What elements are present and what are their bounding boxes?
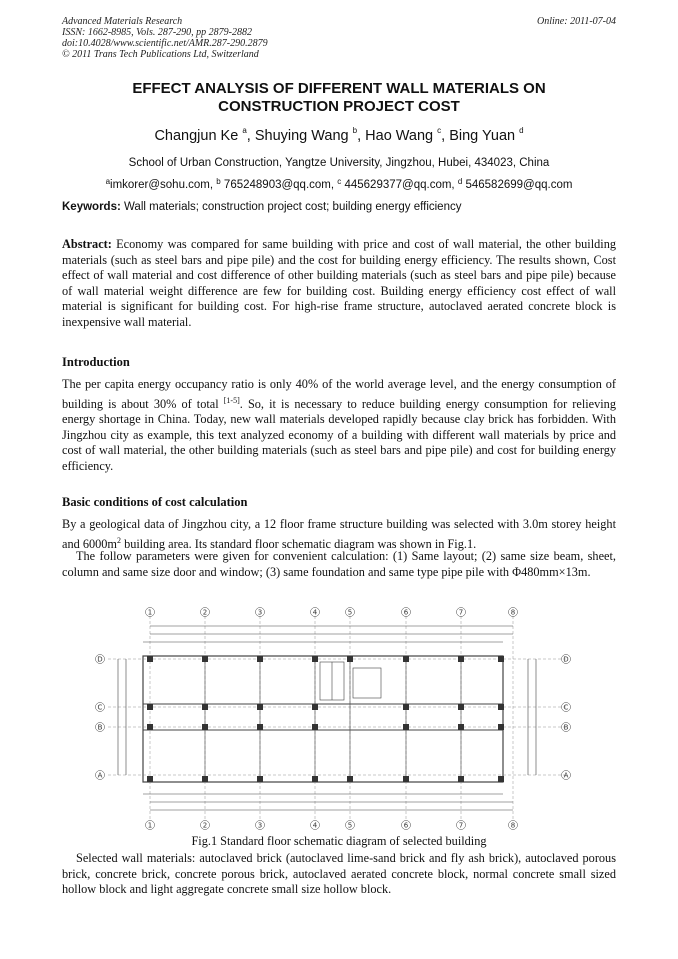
email-link[interactable]: 546582699@qq.com xyxy=(462,179,573,191)
author-list xyxy=(62,128,616,144)
author: Bing Yuan $^d$ xyxy=(449,126,524,144)
affiliation: School of Urban Construction, Yangtze University, Jingzhou, Hubei, 434023, China xyxy=(128,157,550,169)
parameters-paragraph: The follow parameters were given for convenient calculation: (1) Same layout; (2) same size beam, sheet, column and same size door and window; (3) same foundation and same type pipe pile with Φ480mm×13m. xyxy=(62,549,616,579)
title-line-2: CONSTRUCTION PROJECT COST xyxy=(218,98,460,115)
svg-text:D: D xyxy=(563,655,569,664)
svg-text:5: 5 xyxy=(347,821,353,830)
materials-paragraph: Selected wall materials: autoclaved brick (autoclaved lime-sand brick and fly ash brick), autoclaved porous brick, concrete brick, concrete porous brick, autoclaved aerated concrete block, normal concrete small sized hollow block and light aggregate concrete small size hollow block. xyxy=(62,851,616,897)
axis-labels-top xyxy=(146,608,518,617)
heading-basic-conditions: Basic conditions of cost calculation xyxy=(62,495,248,509)
figure-caption: Fig.1 Standard floor schematic diagram of selected building xyxy=(191,834,487,848)
author: Shuying Wang $^b$, xyxy=(254,126,366,144)
svg-text:6: 6 xyxy=(403,608,409,617)
keywords: Keywords: Wall materials; construction project cost; building energy efficiency xyxy=(62,201,462,213)
svg-text:D: D xyxy=(97,655,103,664)
email-link[interactable]: 445629377@qq.com, xyxy=(341,179,458,191)
journal-header xyxy=(62,16,268,60)
svg-text:B: B xyxy=(563,723,569,732)
author: Changjun Ke $^a$, xyxy=(154,126,255,144)
axis-labels-bottom xyxy=(146,821,518,830)
svg-text:A: A xyxy=(97,771,103,780)
svg-text:C: C xyxy=(97,703,103,712)
title-line-1: EFFECT ANALYSIS OF DIFFERENT WALL MATERIALS ON xyxy=(132,80,546,97)
email-list: $^a$imkorer@sohu.com, $^b$ 765248903@qq.com, $^c$ 445629377@qq.com, $^d$ 546582699@qq.com xyxy=(105,177,573,191)
citation-ref: [1-5] xyxy=(223,395,240,405)
heading-introduction: Introduction xyxy=(62,355,130,369)
svg-text:C: C xyxy=(563,703,569,712)
svg-text:6: 6 xyxy=(403,821,409,830)
svg-text:3: 3 xyxy=(257,608,263,617)
journal-name: Advanced Materials Research xyxy=(62,16,183,27)
introduction-paragraph: The per capita energy occupancy ratio is only 40% of the world average level, and the energy consumption of building is about 30% of total [1-5]. So, it is necessary to reduce building energy consumption for relieving energy shortage in China. Today, new wall materials developed rapidly because clay brick has forbidden. With Jingzhou city as example, this text analyzed economy of a building with different wall materials by price and cost of wall material, the other building materials (such as steel bars and pipe pile) and cost for building energy efficiency. xyxy=(62,377,616,474)
outer-wall xyxy=(143,656,503,782)
basic-conditions-paragraph: By a geological data of Jingzhou city, a 12 floor frame structure building was selected with 3.0m storey height and 6000m$^2$ building area. Its standard floor schematic diagram was shown in Fig.1. xyxy=(62,517,616,551)
svg-text:2: 2 xyxy=(202,821,208,830)
axis-labels-side xyxy=(96,655,571,780)
email-link[interactable]: 765248903@qq.com, xyxy=(220,179,338,191)
svg-text:1: 1 xyxy=(147,608,153,617)
svg-text:8: 8 xyxy=(510,821,516,830)
svg-text:3: 3 xyxy=(257,821,263,830)
abstract: Abstract: Economy was compared for same building with price and cost of wall material, the other building materials (such as steel bars and pipe pile) and the cost for building energy efficiency. The results shown, Cost effect of wall material and cost difference of other building materials (such as steel bars and pipe pile) because of wall material weight difference are few for building cost. Building energy efficiency cost effect of wall material is significant for building cost. For high-rise frame structure, autoclaved aerated concrete block is inexpensive wall material. xyxy=(62,237,616,329)
paper-title xyxy=(62,80,616,116)
online-date: Online: 2011-07-04 xyxy=(537,16,616,27)
svg-text:4: 4 xyxy=(312,821,318,830)
svg-text:2: 2 xyxy=(202,608,208,617)
journal-issn: ISSN: 1662-8985, Vols. 287-290, pp 2879-2882 xyxy=(62,27,252,38)
svg-text:4: 4 xyxy=(312,608,318,617)
svg-text:B: B xyxy=(97,723,103,732)
svg-text:7: 7 xyxy=(458,608,464,617)
author: Hao Wang $^c$, xyxy=(365,126,450,144)
svg-text:A: A xyxy=(563,771,569,780)
svg-text:5: 5 xyxy=(347,608,353,617)
journal-copyright: © 2011 Trans Tech Publications Ltd, Switzerland xyxy=(62,49,259,60)
svg-text:7: 7 xyxy=(458,821,464,830)
journal-doi: doi:10.4028/www.scientific.net/AMR.287-290.2879 xyxy=(62,38,268,49)
floor-plan-diagram xyxy=(88,606,588,832)
email-link[interactable]: imkorer@sohu.com, xyxy=(110,179,217,191)
svg-text:8: 8 xyxy=(510,608,516,617)
svg-text:1: 1 xyxy=(147,821,153,830)
